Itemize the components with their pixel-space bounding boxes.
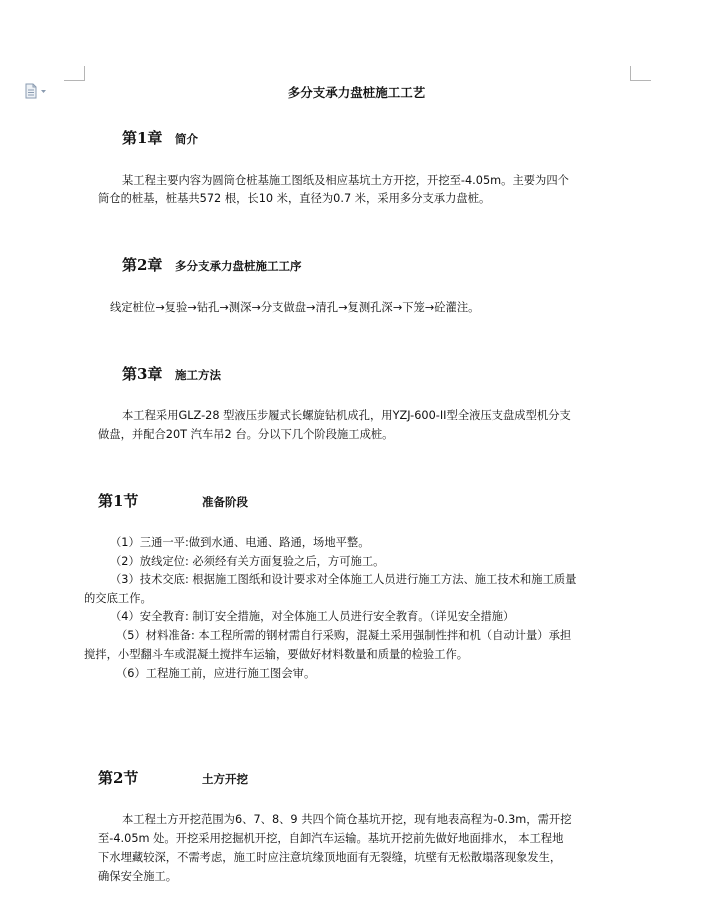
section-2-paragraph-line-2: 至-4.05m 处。开挖采用挖掘机开挖，自卸汽车运输。基坑开挖前先做好地面排水， 本工程地 — [98, 832, 564, 845]
section-2-paragraph-line-4: 确保安全施工。 — [98, 870, 178, 883]
chapter-1-paragraph-line-1: 某工程主要内容为圆筒仓桩基施工图纸及相应基坑土方开挖，开挖至-4.05m。主要为四个 — [122, 174, 569, 187]
section-2-number: 第2节 — [98, 769, 139, 787]
chapter-1-title: 简介 — [175, 132, 198, 146]
chapter-1-number: 第1章 — [122, 129, 163, 147]
section-1-item-2: （2）放线定位: 必须经有关方面复验之后，方可施工。 — [110, 555, 385, 568]
page-margin-corner-right — [630, 66, 651, 81]
section-1-number: 第1节 — [98, 492, 139, 510]
chapter-3-number: 第3章 — [122, 365, 163, 383]
page-margin-corner-left — [64, 66, 85, 81]
chapter-1-paragraph-line-2: 筒仓的桩基，桩基共572 根，长10 米，直径为0.7 米，采用多分支承力盘桩。 — [98, 192, 491, 205]
section-2-paragraph-line-1: 本工程土方开挖范围为6、7、8、9 共四个筒仓基坑开挖，现有地表高程为-0.3m，需开挖 — [122, 813, 572, 826]
section-1-item-5-line-1: （5）材料准备: 本工程所需的钢材需自行采购，混凝土采用强制性拌和机（自动计量）承担 — [116, 629, 572, 642]
section-1-item-4: （4）安全教育: 制订安全措施，对全体施工人员进行安全教育。（详见安全措施） — [110, 610, 515, 623]
section-2-paragraph-line-3: 下水埋藏较深，不需考虑，施工时应注意坑缘顶地面有无裂缝，坑壁有无松散塌落现象发生， — [98, 851, 562, 864]
section-1-item-3-line-1: （3）技术交底: 根据施工图纸和设计要求对全体施工人员进行施工方法、施工技术和施工质量 — [110, 573, 577, 586]
section-1-item-1: （1）三通一平:做到水通、电通、路通，场地平整。 — [110, 536, 370, 549]
section-1-item-5-line-2: 搅拌，小型翻斗车或混凝土搅拌车运输，要做好材料数量和质量的检验工作。 — [84, 648, 469, 661]
chapter-3-paragraph-line-1: 本工程采用GLZ-28 型液压步履式长螺旋钻机成孔，用YZJ-600-II型全液压支盘成型机分支 — [122, 409, 571, 422]
section-2-title: 土方开挖 — [202, 772, 248, 786]
chapter-3-paragraph-line-2: 做盘，并配合20T 汽车吊2 台。分以下几个阶段施工成桩。 — [98, 428, 394, 441]
section-1-item-3-line-2: 的交底工作。 — [84, 592, 152, 605]
chapter-2-number: 第2章 — [122, 256, 163, 274]
section-1-item-6: （6）工程施工前，应进行施工图会审。 — [116, 667, 316, 680]
chapter-3-title: 施工方法 — [175, 368, 221, 382]
chapter-2-process: 线定桩位→复验→钻孔→测深→分支做盘→清孔→复测孔深→下笼→砼灌注。 — [110, 301, 480, 314]
section-1-title: 准备阶段 — [202, 495, 248, 509]
chapter-2-title: 多分支承力盘桩施工工序 — [175, 259, 302, 273]
document-title: 多分支承力盘桩施工工艺 — [287, 85, 426, 100]
